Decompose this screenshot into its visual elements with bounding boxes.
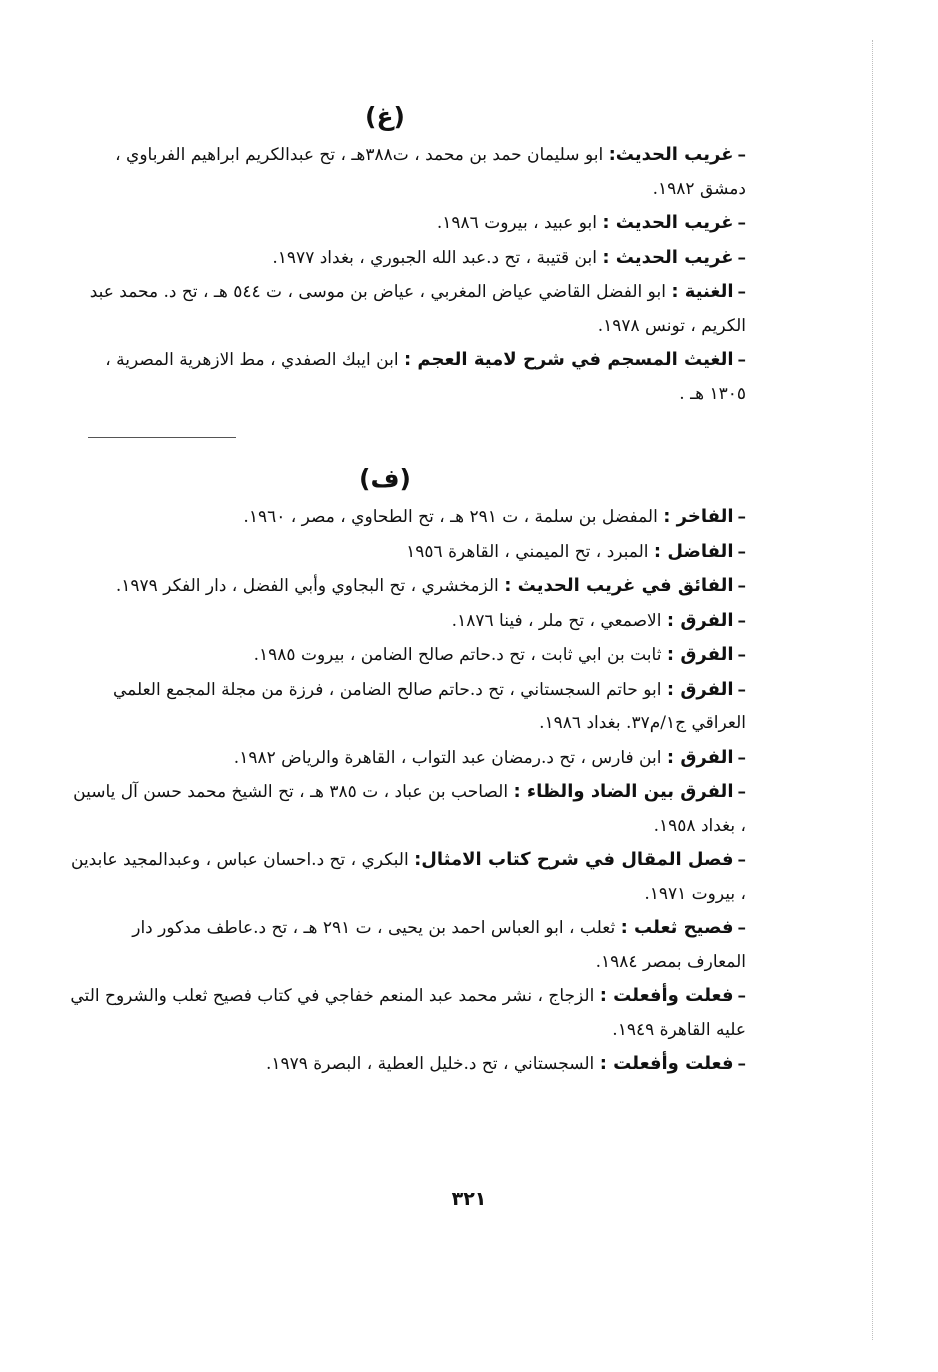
entry-details: البكري ، تح د.احسان عباس ، وعبدالمجيد عابدين ، بيروت ١٩٧١. bbox=[71, 850, 746, 904]
entry-details: المبرد ، تح الميمني ، القاهرة ١٩٥٦ bbox=[406, 541, 649, 562]
entry-details: ابو حاتم السجستاني ، تح د.حاتم صالح الضامن ، فرزة من مجلة المجمع العلمي العراقي ج١/م٣٧. بغداد ١٩٨٦. bbox=[112, 679, 746, 733]
section-heading: (ف) bbox=[359, 464, 411, 493]
entry-title: الفائق في غريب الحديث : bbox=[504, 575, 734, 596]
bibliography-entry: –غريب الحديث : ابن قتيبة ، تح د.عبد الله الجبوري ، بغداد ١٩٧٧. bbox=[272, 246, 746, 268]
entry-title: فصيح ثعلب : bbox=[620, 917, 734, 938]
entry-title: الغيث المسجم في شرح لامية العجم : bbox=[403, 349, 734, 370]
entry-title: الفرق : bbox=[666, 609, 734, 631]
bibliography-entry: –الفاخر : المفضل بن سلمة ، ت ٢٩١ هـ ، تح الطحاوي ، مصر ، ١٩٦٠. bbox=[243, 506, 746, 527]
entry-details: السجستاني ، تح د.خليل العطية ، البصرة ١٩٧٩. bbox=[265, 1054, 595, 1074]
section-divider bbox=[88, 437, 236, 438]
entry-title: الفرق : bbox=[666, 678, 734, 700]
entry-details: ابو الفضل القاضي عياض المغربي ، عياض بن موسى ، ت ٥٤٤ هـ ، تح د. محمد عبد الكريم ، تونس ١٩٧٨. bbox=[89, 282, 746, 336]
entry-details: المفضل بن سلمة ، ت ٢٩١ هـ ، تح الطحاوي ، مصر ، ١٩٦٠. bbox=[243, 507, 658, 527]
section-ghain bbox=[70, 100, 760, 411]
entry-details: ثابت بن ابي ثابت ، تح د.حاتم صالح الضامن ، بيروت ١٩٨٥. bbox=[253, 645, 662, 665]
entry-details: ابو عبيد ، بيروت ١٩٨٦. bbox=[436, 213, 597, 233]
entry-title: الفرق : bbox=[666, 746, 734, 768]
entry-details: ابن فارس ، تح د.رمضان عبد التواب ، القاهرة والرياض ١٩٨٢. bbox=[233, 747, 662, 768]
page-number: ٣٢١ bbox=[451, 1188, 487, 1210]
entry-details: الزجاج ، نشر محمد عبد المنعم خفاجي في كتاب فصيح ثعلب والشروح التي عليه القاهرة ١٩٤٩. bbox=[70, 986, 746, 1040]
entry-title: الفرق بين الضاد والظاء : bbox=[513, 781, 734, 802]
entry-title: فعلت وأفعلت : bbox=[599, 1053, 734, 1074]
bibliography-entry: –فعلت وأفعلت : الزجاج ، نشر محمد عبد المنعم خفاجي في كتاب فصيح ثعلب والشروح التي عليه القاهرة ١٩٤٩. bbox=[70, 985, 746, 1040]
entry-title: فعلت وأفعلت : bbox=[599, 985, 734, 1006]
entry-details: ثعلب ، ابو العباس احمد بن يحيى ، ت ٢٩١ هـ ، تح د.عاطف مدكور دار المعارف بمصر ١٩٨٤. bbox=[132, 918, 746, 972]
entry-title: فصل المقال في شرح كتاب الامثال: bbox=[414, 849, 734, 870]
entry-details: ابن قتيبة ، تح د.عبد الله الجبوري ، بغداد ١٩٧٧. bbox=[272, 247, 597, 268]
bibliography-entry: –غريب الحديث : ابو عبيد ، بيروت ١٩٨٦. bbox=[436, 212, 746, 233]
entry-details: ابو سليمان حمد بن محمد ، ت٣٨٨هـ ، تح عبدالكريم ابراهيم الفرباوي ، دمشق ١٩٨٢. bbox=[115, 145, 746, 199]
bibliography-entry: –الفرق : الاصمعي ، تح ملر ، فينا ١٨٧٦. bbox=[451, 609, 746, 631]
bibliography-entry: –الفرق بين الضاد والظاء : الصاحب بن عباد ، ت ٣٨٥ هـ ، تح الشيخ محمد حسن آل ياسين ، بغداد ١٩٥٨. bbox=[73, 781, 746, 836]
page-edge-line bbox=[872, 40, 873, 1340]
bibliography-entry: –الفاضل : المبرد ، تح الميمني ، القاهرة ١٩٥٦ bbox=[406, 540, 746, 562]
bibliography-entry: –فصل المقال في شرح كتاب الامثال: البكري ، تح د.احسان عباس ، وعبدالمجيد عابدين ، بيروت ١٩٧١. bbox=[71, 849, 746, 904]
bibliography-entry: –غريب الحديث: ابو سليمان حمد بن محمد ، ت٣٨٨هـ ، تح عبدالكريم ابراهيم الفرباوي ، دمشق ١٩٨٢. bbox=[115, 144, 746, 199]
section-heading: (غ) bbox=[365, 102, 405, 131]
bibliography-entry: –الفرق : ثابت بن ابي ثابت ، تح د.حاتم صالح الضامن ، بيروت ١٩٨٥. bbox=[253, 644, 746, 665]
bibliography-entry: –فصيح ثعلب : ثعلب ، ابو العباس احمد بن يحيى ، ت ٢٩١ هـ ، تح د.عاطف مدكور دار المعارف بمصر ١٩٨٤. bbox=[132, 917, 746, 972]
entry-details: الزمخشري ، تح البجاوي وأبي الفضل ، دار الفكر ١٩٧٩. bbox=[115, 576, 499, 596]
entry-details: الصاحب بن عباد ، ت ٣٨٥ هـ ، تح الشيخ محمد حسن آل ياسين ، بغداد ١٩٥٨. bbox=[73, 782, 746, 836]
bibliography-entry: –الغنية : ابو الفضل القاضي عياض المغربي ، عياض بن موسى ، ت ٥٤٤ هـ ، تح د. محمد عبد الكريم ، تونس ١٩٧٨. bbox=[89, 281, 746, 336]
bibliography-entry: –الفرق : ابن فارس ، تح د.رمضان عبد التواب ، القاهرة والرياض ١٩٨٢. bbox=[233, 746, 746, 768]
entry-title: الفاخر : bbox=[663, 506, 734, 527]
entry-title: الفرق : bbox=[666, 644, 734, 665]
bibliography-entry: –الغيث المسجم في شرح لامية العجم : ابن ايبك الصفدي ، مط الازهرية المصرية ، ١٣٠٥ هـ . bbox=[105, 349, 746, 404]
entry-title: غريب الحديث : bbox=[602, 246, 734, 268]
entry-details: ابن ايبك الصفدي ، مط الازهرية المصرية ، ١٣٠٥ هـ . bbox=[105, 350, 746, 404]
entry-details: الاصمعي ، تح ملر ، فينا ١٨٧٦. bbox=[451, 610, 662, 631]
entry-title: غريب الحديث : bbox=[602, 212, 734, 233]
bibliography-entry: –الفائق في غريب الحديث : الزمخشري ، تح البجاوي وأبي الفضل ، دار الفكر ١٩٧٩. bbox=[115, 575, 746, 596]
entry-title: الغنية : bbox=[671, 281, 734, 302]
bibliography-entry: –فعلت وأفعلت : السجستاني ، تح د.خليل العطية ، البصرة ١٩٧٩. bbox=[265, 1053, 746, 1074]
section-fa bbox=[70, 462, 760, 1082]
entry-title: الفاضل : bbox=[653, 540, 734, 562]
bibliography-entry: –الفرق : ابو حاتم السجستاني ، تح د.حاتم صالح الضامن ، فرزة من مجلة المجمع العلمي العراقي ج١/م٣٧. بغداد ١٩٨٦. bbox=[112, 678, 746, 733]
entry-title: غريب الحديث: bbox=[608, 144, 734, 165]
